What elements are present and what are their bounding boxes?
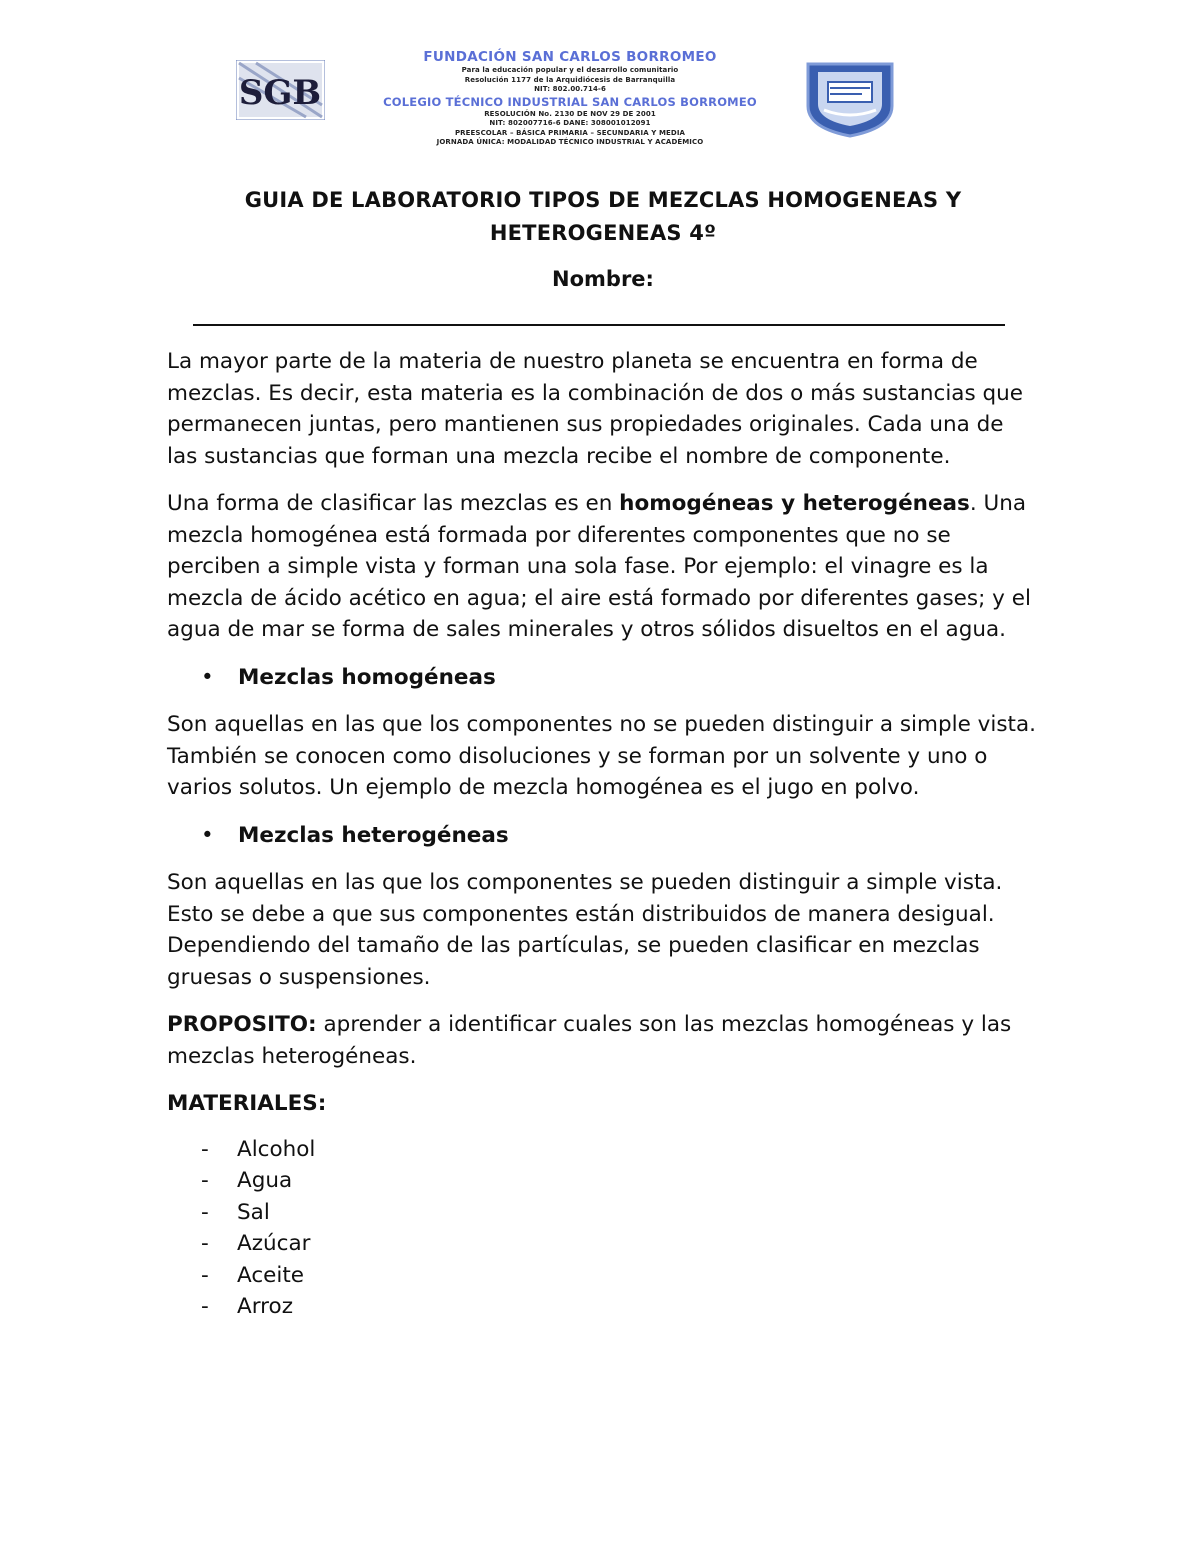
dash-icon: -: [201, 1262, 209, 1288]
material-item: Alcohol: [237, 1136, 316, 1162]
name-label: Nombre:: [552, 267, 654, 291]
document-title: GUIA DE LABORATORIO TIPOS DE MEZCLAS HOMOGENEAS Y HETEROGENEAS 4º: [244, 188, 962, 245]
list-item: [167, 1291, 1039, 1323]
dash-icon: -: [201, 1231, 209, 1256]
heterogeneous-heading-text: Mezclas heterogéneas: [238, 822, 509, 848]
foundation-tagline: Para la educación popular y el desarrollo comunitario: [461, 66, 679, 74]
school-crest-icon: [800, 58, 900, 138]
bullet-icon: •: [201, 664, 214, 690]
material-item: Agua: [237, 1168, 293, 1193]
material-item: Sal: [237, 1199, 270, 1225]
classification-text-rest: . Una mezcla homogénea está formada por diferentes componentes que no se perciben a simple vista y forman una sola fase. Por ejemplo: el vinagre es la mezcla de ácido acético en agua; el aire está formado por diferentes gases; y el agua de mar se forma de sales minerales y otros sólidos disueltos en el agua.: [167, 491, 1031, 642]
document-body: [167, 184, 1039, 1323]
heterogeneous-heading: [167, 820, 1039, 852]
material-item: Arroz: [237, 1294, 293, 1319]
school-approval: RESOLUCIÓN No. 2130 DE NOV 29 DE 2001: [484, 109, 656, 118]
foundation-name: FUNDACIÓN SAN CARLOS BORROMEO: [423, 49, 717, 65]
name-underline: [193, 324, 1005, 326]
heterogeneous-paragraph: Son aquellas en las que los componentes se pueden distinguir a simple vista. Esto se debe a que sus componentes están distribuidos de manera desigual. Dependiendo del tamaño de las partículas, se pueden clasificar en mezclas gruesas o suspensiones.: [167, 870, 1003, 990]
school-nit-dane: NIT: 802007716-6 DANE: 308001012091: [489, 119, 651, 127]
bullet-icon: •: [201, 822, 214, 848]
classification-bold-term: homogéneas y heterogéneas: [619, 491, 970, 516]
homogeneous-paragraph: Son aquellas en las que los componentes no se pueden distinguir a simple vista. También se conocen como disoluciones y se forman por un solvente y uno o varios solutos. Un ejemplo de mezcla homogénea es el jugo en polvo.: [167, 712, 1036, 800]
classification-text-start: Una forma de clasificar las mezclas es en: [167, 491, 620, 516]
list-item: [167, 1165, 1039, 1197]
school-name: COLEGIO TÉCNICO INDUSTRIAL SAN CARLOS BORROMEO: [383, 94, 757, 109]
school-schedule: JORNADA ÚNICA: MODALIDAD TÉCNICO INDUSTRIAL Y ACADÉMICO: [436, 138, 704, 146]
intro-paragraph: La mayor parte de la materia de nuestro planeta se encuentra en forma de mezclas. Es decir, esta materia es la combinación de dos o más sustancias que permanecen juntas, pero mantienen sus propiedades originales. Cada una de las sustancias que forman una mezcla recibe el nombre de componente.: [167, 349, 1024, 469]
homogeneous-heading-text: Mezclas homogéneas: [238, 664, 496, 690]
materials-list: [167, 1134, 1039, 1323]
dash-icon: -: [201, 1136, 209, 1162]
materials-label: MATERIALES:: [167, 1091, 327, 1116]
dash-icon: -: [201, 1168, 209, 1193]
sgb-logo: [236, 60, 325, 120]
letterhead-text-block: [335, 48, 805, 148]
sgb-logo-text: SGB: [238, 73, 322, 113]
letterhead-header: [0, 48, 1200, 146]
material-item: Azúcar: [237, 1231, 311, 1256]
dash-icon: -: [201, 1294, 209, 1319]
list-item: [167, 1134, 1039, 1166]
list-item: [167, 1197, 1039, 1229]
foundation-nit: NIT: 802.00.714-6: [534, 85, 606, 93]
homogeneous-heading: [167, 662, 1039, 694]
dash-icon: -: [201, 1199, 209, 1225]
list-item: [167, 1228, 1039, 1260]
classification-paragraph: [167, 488, 1039, 646]
school-levels: PREESCOLAR – BÁSICA PRIMARIA – SECUNDARIA Y MEDIA: [454, 128, 686, 137]
list-item: [167, 1260, 1039, 1292]
purpose-label: PROPOSITO:: [167, 1012, 317, 1037]
material-item: Aceite: [237, 1262, 305, 1288]
purpose-text: aprender a identificar cuales son las mezclas homogéneas y las mezclas heterogéneas.: [167, 1012, 1012, 1069]
foundation-resolution: Resolución 1177 de la Arquidiócesis de Barranquilla: [464, 75, 676, 84]
purpose-paragraph: [167, 1009, 1039, 1072]
